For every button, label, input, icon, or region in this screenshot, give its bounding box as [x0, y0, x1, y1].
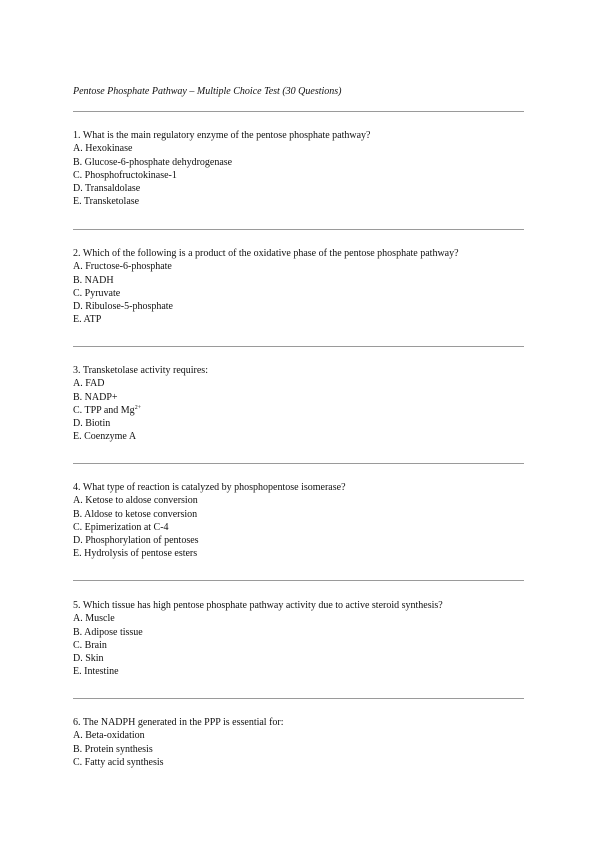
option-d: D. Ribulose-5-phosphate [73, 301, 173, 313]
option-b: B. Adipose tissue [73, 626, 143, 638]
option-c-text: C. TPP and Mg [73, 404, 135, 416]
option-a: A. Muscle [73, 613, 115, 625]
option-d: D. Skin [73, 653, 104, 665]
question-3 [73, 364, 533, 444]
divider [73, 229, 524, 230]
option-d: D. Biotin [73, 418, 111, 430]
option-a: A. Fructose-6-phosphate [73, 261, 172, 273]
divider [73, 580, 524, 581]
option-e: E. Intestine [73, 666, 119, 678]
question-text: 3. Transketolase activity requires: [73, 365, 208, 376]
option-b: B. Aldose to ketose conversion [73, 508, 198, 520]
option-e: E. Coenzyme A [73, 431, 137, 443]
option-c: C. Phosphofructokinase-1 [73, 169, 177, 181]
option-a: A. Beta-oxidation [73, 730, 145, 742]
option-b: B. Glucose-6-phosphate dehydrogenase [73, 156, 233, 168]
divider [73, 698, 524, 699]
option-b: B. Protein synthesis [73, 743, 153, 755]
question-text: 6. The NADPH generated in the PPP is essential for: [73, 717, 284, 728]
divider [73, 111, 524, 112]
option-a: A. FAD [73, 378, 105, 390]
document-title: Pentose Phosphate Pathway – Multiple Choice Test (30 Questions) [73, 86, 342, 97]
question-1 [73, 129, 533, 209]
question-4 [73, 481, 533, 561]
superscript: 2+ [134, 404, 142, 411]
option-a: A. Ketose to aldose conversion [73, 495, 198, 507]
question-text: 4. What type of reaction is catalyzed by phosphopentose isomerase? [73, 482, 346, 493]
option-c [73, 404, 533, 417]
question-text: 2. Which of the following is a product of the oxidative phase of the pentose phosphate pathway? [73, 248, 459, 259]
option-e: E. Transketolase [73, 196, 140, 208]
option-c: C. Fatty acid synthesis [73, 756, 164, 768]
divider [73, 346, 524, 347]
option-d: D. Phosphorylation of pentoses [73, 535, 199, 547]
question-2 [73, 247, 533, 327]
divider [73, 463, 524, 464]
option-e: E. Hydrolysis of pentose esters [73, 548, 198, 560]
question-6 [73, 716, 533, 769]
option-b: B. NADH [73, 274, 114, 286]
question-text: 5. Which tissue has high pentose phosphate pathway activity due to active steroid synthesis? [73, 600, 443, 611]
option-c: C. Pyruvate [73, 287, 121, 299]
question-text: 1. What is the main regulatory enzyme of the pentose phosphate pathway? [73, 130, 371, 141]
option-a: A. Hexokinase [73, 143, 133, 155]
option-e: E. ATP [73, 314, 102, 326]
option-d: D. Transaldolase [73, 183, 141, 195]
option-b: B. NADP+ [73, 391, 118, 403]
option-c: C. Epimerization at C-4 [73, 521, 169, 533]
question-5 [73, 599, 533, 679]
option-c: C. Brain [73, 639, 107, 651]
